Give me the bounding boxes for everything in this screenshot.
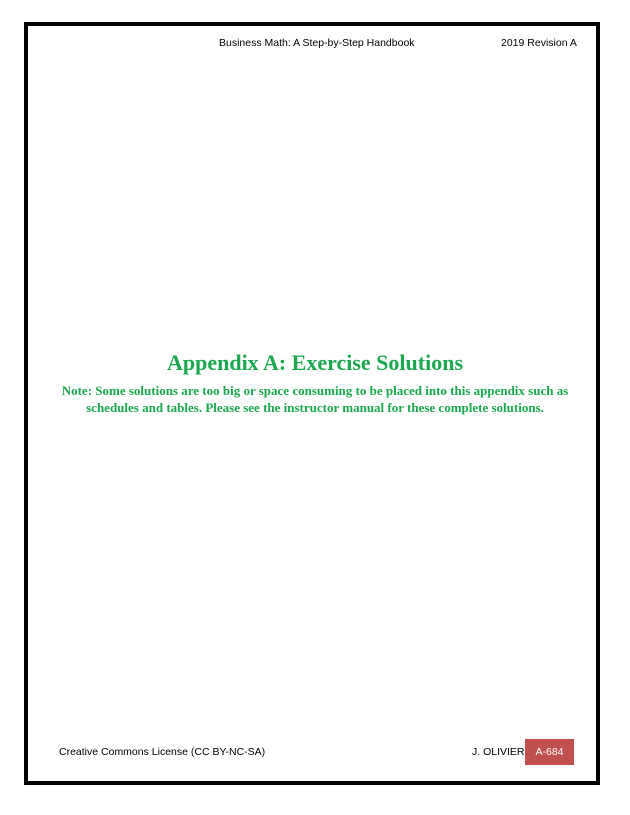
- header-revision: 2019 Revision A: [501, 37, 577, 49]
- page-number-badge: A-684: [525, 739, 574, 765]
- appendix-note: Note: Some solutions are too big or space consuming to be placed into this appendix such as schedules and tables. Please see the instructor manual for these complete solutions.: [61, 383, 569, 415]
- page-heading: Appendix A: Exercise Solutions: [166, 350, 464, 375]
- footer-license: Creative Commons License (CC BY-NC-SA): [59, 746, 266, 758]
- header-title: Business Math: A Step-by-Step Handbook: [219, 37, 415, 49]
- footer-author: J. OLIVIER: [472, 746, 525, 758]
